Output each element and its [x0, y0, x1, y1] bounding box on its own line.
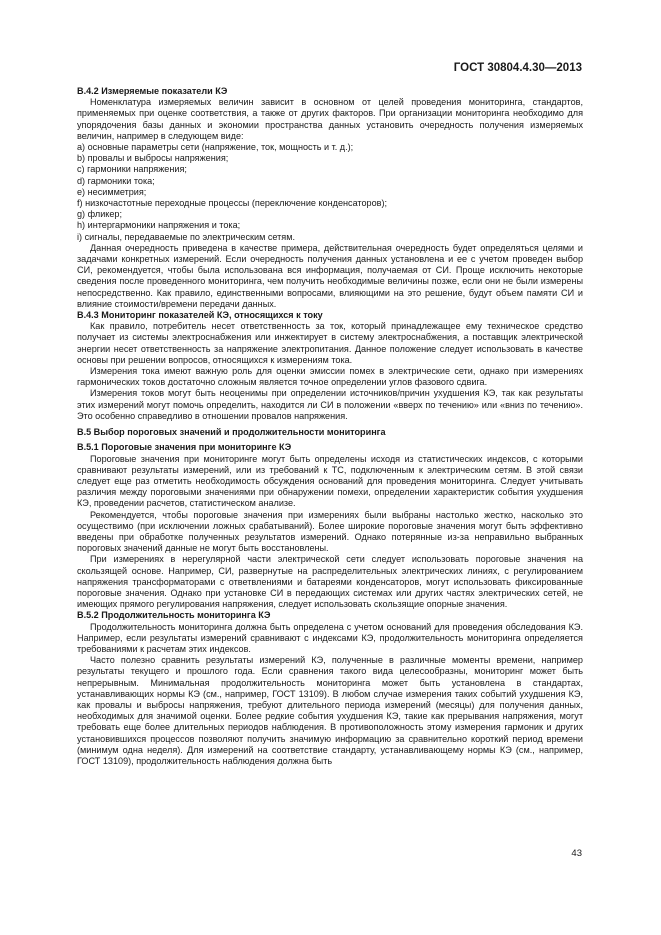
list-item: b) провалы и выбросы напряжения; — [77, 153, 229, 164]
paragraph: Измерения тока имеют важную роль для оценки эмиссии помех в электрические сети, однако при измерениях гармонических токов достаточно сложным является точное определении углов фазового сдвига. — [77, 366, 583, 388]
list-item: a) основные параметры сети (напряжение, ток, мощность и т. д.); — [77, 142, 354, 153]
subsection-heading: B.5.1 Пороговые значения при мониторинге КЭ — [77, 442, 292, 453]
list-item: c) гармоники напряжения; — [77, 164, 187, 175]
list-item: d) гармоники тока; — [77, 175, 155, 186]
page-body — [77, 86, 583, 767]
subsection-heading: B.4.3 Мониторинг показателей КЭ, относящихся к току — [77, 310, 323, 321]
paragraph: Номенклатура измеряемых величин зависит в основном от целей проведения мониторинга, стандартов, применяемых при оценке соответствия, а также от других факторов. При организации мониторинга необходимо для упорядочения базы данных и экономии пространства данных установить очередность получения измеряемых величин, например в следующем виде: — [77, 97, 583, 141]
paragraph: Измерения токов могут быть неоценимы при определении источников/причин ухудшения КЭ, так как результаты этих измерений могут помочь определить, находится ли СИ в положении «вверх по течению» или «вниз по течению». Это особенно справедливо в отношении провалов напряжения. — [77, 388, 583, 421]
paragraph: Пороговые значения при мониторинге могут быть определены исходя из статистических индексов, с которыми сравнивают результаты измерений, или из требований к ТС, подключенным к электрическим сетям. В этой связи следует еще раз отметить необходимость обсуждения оснований для проведения мониторинга. Следует учитывать различия между пороговыми значениями при обнаружении помехи, определении характеристик события ухудшения КЭ, проведении расчетов, статистическом анализе. — [77, 453, 583, 509]
list-item: g) фликер; — [77, 209, 123, 220]
document-code: ГОСТ 30804.4.30—2013 — [453, 62, 582, 74]
paragraph: Продолжительность мониторинга должна быть определена с учетом оснований для проведения обследования КЭ. Например, если результаты измерений сравнивают с индексами КЭ, продолжительность мониторинга определяется требованиями к расчетам этих индексов. — [77, 621, 583, 654]
paragraph: Часто полезно сравнить результаты измерений КЭ, полученные в различные моменты времени, например результаты текущего и прошлого года. Если сравнения такого вида целесообразны, мониторинг может быть непрерывным. Минимальная продолжительность мониторинга может быть установлена в стандартах, устанавливающих нормы КЭ (см., например, ГОСТ 13109). В любом случае измерения таких событий ухудшения КЭ, как провалы и выбросы напряжения, требуют длительного периода измерений (месяцы) для получения данных, необходимых для значимой оценки. Более редкие события ухудшения КЭ, такие как прерывания напряжения, могут требовать еще более длительных периодов наблюдения. В противоположность этому измерения гармоник и других установившихся процессов позволяют получить значимую информацию за сравнительно короткий период времени (минимум одна неделя). Для измерений на соответствие стандарту, устанавливающему нормы КЭ (см., например, ГОСТ 13109), продолжительность наблюдения должна быть — [77, 655, 583, 766]
subsection-heading: B.4.2 Измеряемые показатели КЭ — [77, 86, 228, 96]
paragraph: Рекомендуется, чтобы пороговые значения при измерениях были выбраны настолько жестко, насколько это осуществимо (при исключении ложных срабатываний). Более широкие пороговые значения могут быть эффективно введены при обработке полученных результатов измерений. Однако потерянные из-за неправильно выбранных пороговых значений данные не могут быть восстановлены. — [77, 509, 583, 554]
paragraph: Как правило, потребитель несет ответственность за ток, который принадлежащее ему техническое средство получает из системы электроснабжения или инжектирует в систему электроснабжения, а поставщик электрической энергии несет ответственность за напряжение электропитания. Данное положение следует использовать в качестве основы при решении вопросов, относящихся к измерениям тока. — [77, 321, 583, 365]
list-item: h) интергармоники напряжения и тока; — [77, 220, 241, 231]
paragraph: Данная очередность приведена в качестве примера, действительная очередность будет определяться целями и задачами конкретных измерений. Если очередность получения данных установлена и ее с учетом проведен выбор СИ, рекомендуется, чтобы была использована вся информация, получаемая от СИ. Проще исключить некоторые сведения после проведенного мониторинга, чем получить необходимые величины позже, если они не были измерены непосредственно. Как правило, единственными вопросами, влияющими на это решение, будут объем памяти СИ и влияние стоимости/времени передачи данных. — [77, 242, 583, 309]
list-item: e) несимметрия; — [77, 186, 147, 197]
paragraph: При измерениях в нерегулярной части электрической сети следует использовать пороговые значения на скользящей основе. Например, СИ, развернутые на распределительных электрических линиях, с регулированием напряжения трансформаторами с ответвлениями и батареями конденсаторов, могут использовать фиксированные пороговые значения. Однако при установке СИ в передающих системах или других частях электрических сетей, не имеющих прямого регулирования напряжения, следует использовать скользящие опорные значения. — [77, 554, 583, 610]
page-number: 43 — [571, 848, 582, 859]
list-item: f) низкочастотные переходные процессы (переключение конденсаторов); — [77, 198, 388, 209]
list-item: i) сигналы, передаваемые по электрическим сетям. — [77, 231, 296, 242]
subsection-heading: B.5.2 Продолжительность мониторинга КЭ — [77, 610, 271, 621]
section-heading: B.5 Выбор пороговых значений и продолжительности мониторинга — [77, 427, 386, 438]
